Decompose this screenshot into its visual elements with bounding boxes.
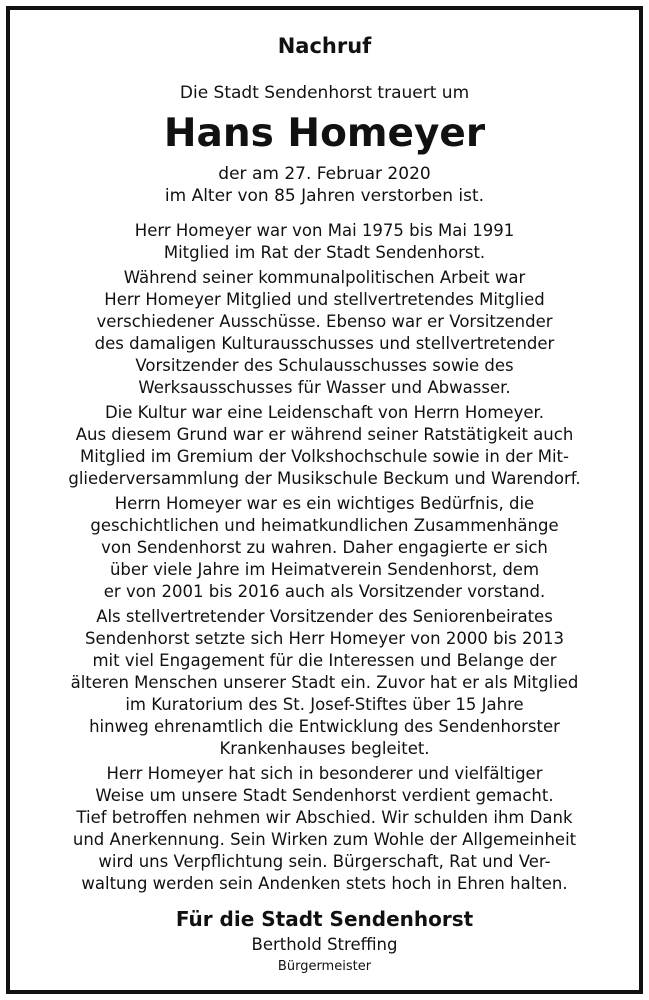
tribute-line: Werksausschusses für Wasser und Abwasser. [138, 378, 511, 397]
tribute-line: über viele Jahre im Heimatverein Sendenhorst, dem [109, 560, 540, 579]
age-line: im Alter von 85 Jahren verstorben ist. [164, 186, 485, 206]
tribute-paragraph [10, 402, 639, 490]
tribute-paragraph [10, 220, 639, 264]
tribute-line: geschichtlichen und heimatkundlichen Zusammenhänge [90, 516, 559, 535]
signatory-name: Berthold Streffing [251, 935, 398, 954]
signoff [10, 905, 639, 977]
intro-line: Die Stadt Sendenhorst trauert um [179, 83, 470, 103]
obituary-notice [6, 6, 643, 994]
tribute-line: Sendenhorst setzte sich Herr Homeyer von 2000 bis 2013 [85, 629, 564, 648]
deceased-name: Hans Homeyer [163, 111, 486, 156]
notice-heading: Nachruf [277, 34, 372, 58]
tribute-line: Krankenhauses begleitet. [219, 739, 430, 758]
tribute-line: im Kuratorium des St. Josef-Stiftes über 15 Jahre [125, 695, 524, 714]
signoff-title: Für die Stadt Sendenhorst [175, 907, 474, 931]
tribute-line: verschiedener Ausschüsse. Ebenso war er Vorsitzender [96, 312, 553, 331]
tribute-line: und Anerkennung. Sein Wirken zum Wohle der Allgemeinheit [72, 830, 577, 849]
tribute-paragraph [10, 267, 639, 399]
tribute-line: Herr Homeyer war von Mai 1975 bis Mai 1991 [134, 221, 515, 240]
death-details [10, 163, 639, 207]
tribute-line: Mitglied im Gremium der Volkshochschule sowie in der Mit- [80, 447, 569, 466]
tribute-paragraph [10, 763, 639, 895]
tribute-line: Aus diesem Grund war er während seiner Ratstätigkeit auch [75, 425, 574, 444]
tribute-line: hinweg ehrenamtlich die Entwicklung des Sendenhorster [89, 717, 560, 736]
tribute-line: Herrn Homeyer war es ein wichtiges Bedürfnis, die [114, 494, 535, 513]
death-date-line: der am 27. Februar 2020 [218, 164, 431, 184]
tribute-line: Tief betroffen nehmen wir Abschied. Wir schulden ihm Dank [76, 808, 573, 827]
tribute-line: Während seiner kommunalpolitischen Arbeit war [123, 268, 526, 287]
signatory-role: Bürgermeister [277, 959, 372, 974]
tribute-line: älteren Menschen unserer Stadt ein. Zuvor hat er als Mitglied [70, 673, 579, 692]
tribute-line: wird uns Verpflichtung sein. Bürgerschaft, Rat und Ver- [98, 852, 551, 871]
tribute-line: gliederversammlung der Musikschule Beckum und Warendorf. [68, 469, 581, 488]
tribute-line: waltung werden sein Andenken stets hoch in Ehren halten. [81, 874, 568, 893]
tribute-line: Die Kultur war eine Leidenschaft von Herrn Homeyer. [104, 403, 545, 422]
tribute-paragraph [10, 493, 639, 603]
tribute-paragraph [10, 606, 639, 760]
tribute-line: Vorsitzender des Schulausschusses sowie des [135, 356, 514, 375]
tribute-line: Mitglied im Rat der Stadt Sendenhorst. [163, 243, 486, 262]
tribute-line: Als stellvertretender Vorsitzender des Seniorenbeirates [96, 607, 553, 626]
tribute-line: Weise um unsere Stadt Sendenhorst verdient gemacht. [95, 786, 554, 805]
tribute-line: des damaligen Kulturausschusses und stellvertretender [94, 334, 555, 353]
tribute-line: er von 2001 bis 2016 auch als Vorsitzender vorstand. [103, 582, 546, 601]
tribute-line: Herr Homeyer Mitglied und stellvertretendes Mitglied [104, 290, 545, 309]
tribute-line: Herr Homeyer hat sich in besonderer und vielfältiger [106, 764, 543, 783]
tribute-line: von Sendenhorst zu wahren. Daher engagierte er sich [101, 538, 548, 557]
tribute-text [10, 220, 639, 898]
tribute-line: mit viel Engagement für die Interessen und Belange der [92, 651, 557, 670]
